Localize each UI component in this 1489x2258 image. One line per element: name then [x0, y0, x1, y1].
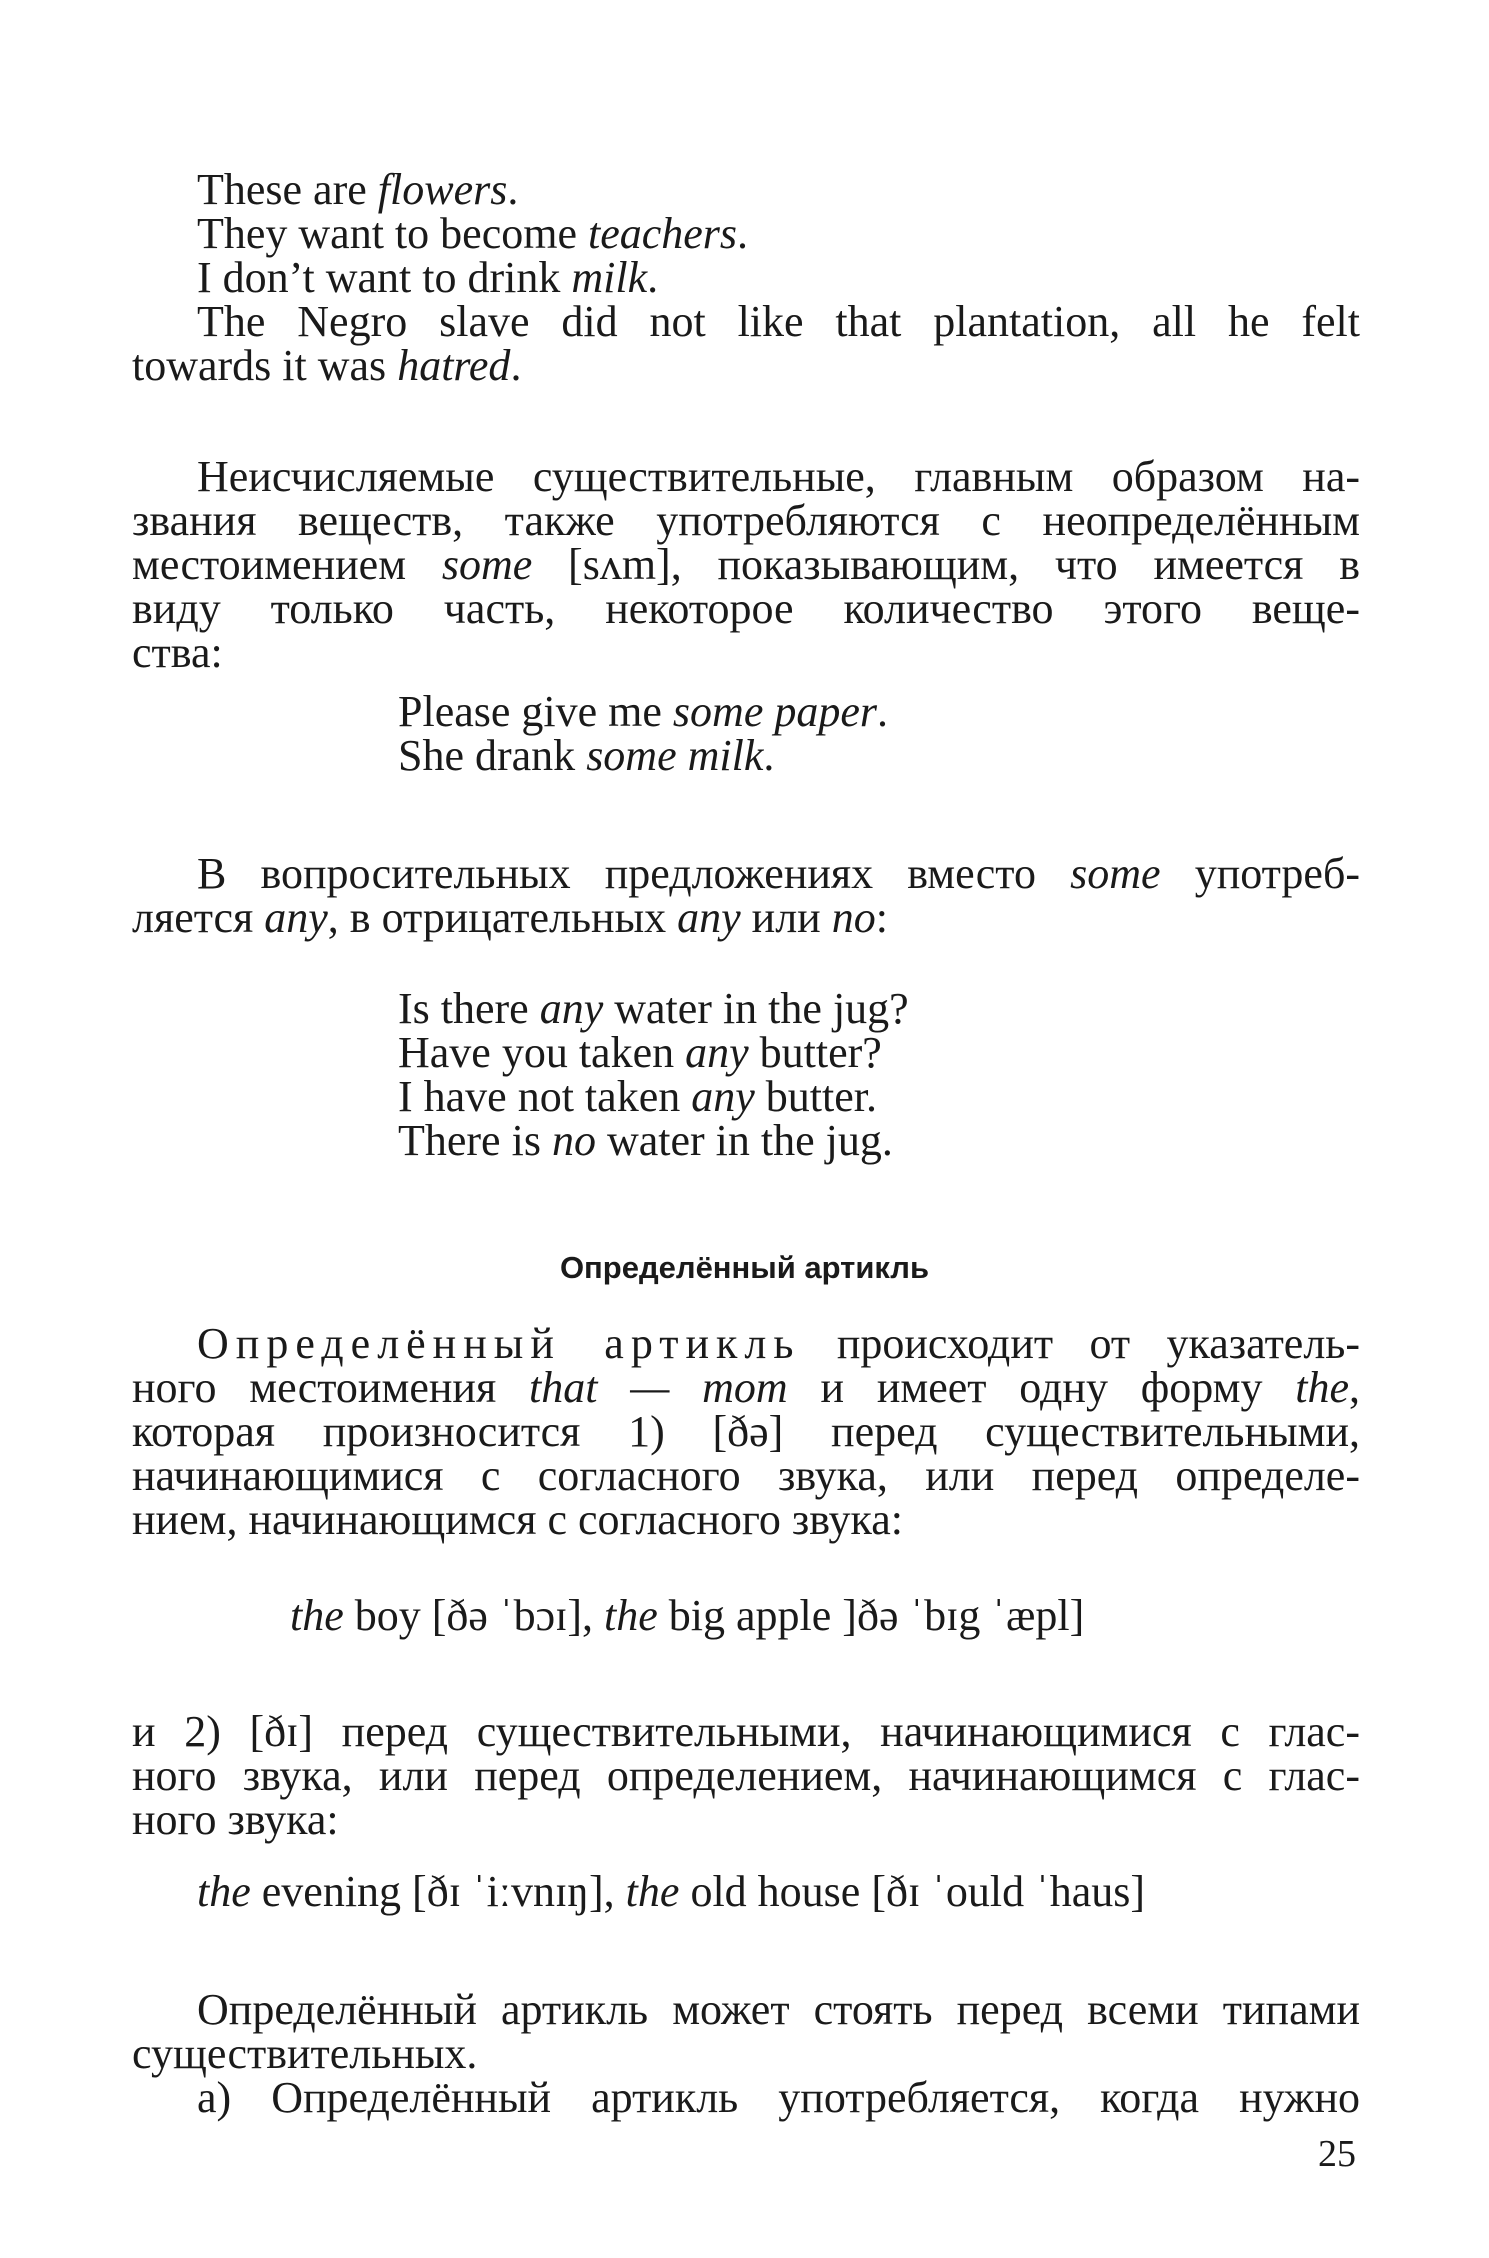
examples-some [398, 687, 889, 780]
example-line [197, 165, 1425, 214]
paragraph-text: ляется [132, 893, 265, 942]
page-number: 25 [1318, 2133, 1356, 2175]
example-text: Have you taken [398, 1028, 686, 1077]
paragraph-text: , в отрицательных [327, 893, 678, 942]
example-text: . [647, 253, 659, 302]
example-text: butter? [748, 1028, 882, 1077]
paragraph-uncountable [132, 452, 1360, 677]
example-emphasis: the [290, 1591, 344, 1640]
example-emphasis: hatred [397, 341, 511, 390]
example-emphasis: the [197, 1867, 251, 1916]
example-line [197, 209, 1425, 258]
paragraph-text: происходит от указатель- [800, 1319, 1360, 1368]
paragraph-line: ства: [132, 628, 223, 677]
example-text: water in the jug? [603, 984, 909, 1033]
example-text: She drank [398, 731, 587, 780]
example-text: . [507, 165, 519, 214]
paragraph-line [132, 1363, 1361, 1412]
paragraph-text: , [1349, 1363, 1361, 1412]
example-line [398, 1028, 909, 1077]
paragraph-line: а) Определённый артикль употребляется, когда нужно [197, 2073, 1360, 2122]
example-line [197, 1867, 1146, 1916]
example-text: Is there [398, 984, 540, 1033]
example-text: . [763, 731, 775, 780]
paragraph-all-types [132, 1985, 1360, 2122]
paragraph-definite-article [132, 1319, 1361, 1544]
paragraph-emphasis: some [441, 540, 533, 589]
paragraph-text: и имеет одну форму [787, 1363, 1296, 1412]
paragraph-line: звания веществ, также употребляются с неопределённым [132, 496, 1360, 545]
example-emphasis: teachers [587, 209, 738, 258]
paragraph-line: ного звука: [132, 1795, 339, 1844]
paragraph-text: В вопросительных предложениях вместо [197, 849, 1071, 898]
paragraph-text: местоимением [132, 540, 442, 589]
example-text: These are [197, 165, 378, 214]
paragraph-line: существительных. [132, 2029, 478, 2078]
paragraph-emphasis: any [677, 893, 741, 942]
paragraph-emphasis: that — тот [528, 1363, 788, 1412]
example-line [132, 341, 1360, 390]
example-text: evening [ðɪ ˈiːvnɪŋ], [250, 1867, 626, 1916]
example-emphasis: some milk [586, 731, 764, 780]
example-text: towards it was [132, 341, 398, 390]
example-emphasis: milk [571, 253, 648, 302]
example-negro [132, 297, 1360, 390]
paragraph-line [132, 849, 1360, 898]
paragraph-line [132, 1319, 1360, 1368]
paragraph-line: Определённый артикль может стоять перед всеми типами [197, 1985, 1360, 2034]
paragraph-text: ного местоимения [132, 1363, 529, 1412]
example-emphasis: no [551, 1116, 596, 1165]
paragraph-text: употреб- [1160, 849, 1360, 898]
example-text: boy [ðə ˈbɔɪ], [343, 1591, 605, 1640]
example-text: water in the jug. [595, 1116, 893, 1165]
example-emphasis: any [539, 984, 604, 1033]
example-emphasis: any [685, 1028, 749, 1077]
example-line [290, 1591, 1085, 1640]
example-the-vowel [197, 1867, 1146, 1916]
example-line [398, 1116, 909, 1165]
paragraph-line [132, 540, 1360, 589]
paragraph-text: [sʌm], показывающим, что имеется в [532, 540, 1360, 589]
example-text: big apple ]ðə ˈbɪg ˈæpl] [657, 1591, 1085, 1640]
section-heading: Определённый артикль [559, 1250, 930, 1285]
example-text: Please give me [398, 687, 673, 736]
paragraph-line [132, 893, 1360, 942]
paragraph-line: виду только часть, некоторое количество этого веще- [132, 584, 1360, 633]
example-text: butter. [754, 1072, 877, 1121]
example-text: I don’t want to drink [197, 253, 572, 302]
paragraph-interrogative [132, 849, 1360, 942]
example-line [398, 731, 888, 780]
example-emphasis: the [604, 1591, 658, 1640]
examples-top [132, 165, 1425, 302]
example-text: I have not taken [398, 1072, 692, 1121]
paragraph-text: или [740, 893, 832, 942]
paragraph-line: начинающимися с согласного звука, или перед определе- [132, 1451, 1360, 1500]
paragraph-emphasis: no [831, 893, 876, 942]
paragraph-text: : [875, 893, 888, 942]
paragraph-emphasis: any [264, 893, 328, 942]
paragraph-vowel [132, 1707, 1360, 1844]
example-emphasis: flowers [377, 165, 508, 214]
example-the-consonant [290, 1591, 1085, 1640]
example-line [398, 687, 889, 736]
examples-any [398, 984, 909, 1165]
example-text: There is [398, 1116, 552, 1165]
paragraph-line: которая произносится 1) [ðə] перед существительными, [132, 1407, 1360, 1456]
paragraph-line: ного звука, или перед определением, начинающимся с глас- [132, 1751, 1360, 1800]
example-text: . [737, 209, 749, 258]
example-text: . [877, 687, 889, 736]
example-line [197, 253, 1425, 302]
example-text: They want to become [197, 209, 588, 258]
paragraph-emphasis: some [1070, 849, 1161, 898]
spaced-term: Определённый артикль [197, 1319, 801, 1368]
example-line: The Negro slave did not like that plantation, all he felt [197, 297, 1360, 346]
paragraph-line: и 2) [ðɪ] перед существительными, начинающимися с глас- [132, 1707, 1360, 1756]
example-line [398, 1072, 909, 1121]
example-emphasis: the [625, 1867, 680, 1916]
example-emphasis: any [691, 1072, 755, 1121]
example-emphasis: some paper [672, 687, 878, 736]
paragraph-emphasis: the [1295, 1363, 1350, 1412]
example-text: old house [ðɪ ˈould ˈhaus] [679, 1867, 1146, 1916]
paragraph-line: Неисчисляемые существительные, главным образом на- [197, 452, 1360, 501]
paragraph-line: нием, начинающимся с согласного звука: [132, 1495, 903, 1544]
example-text: . [510, 341, 522, 390]
example-line [398, 984, 909, 1033]
